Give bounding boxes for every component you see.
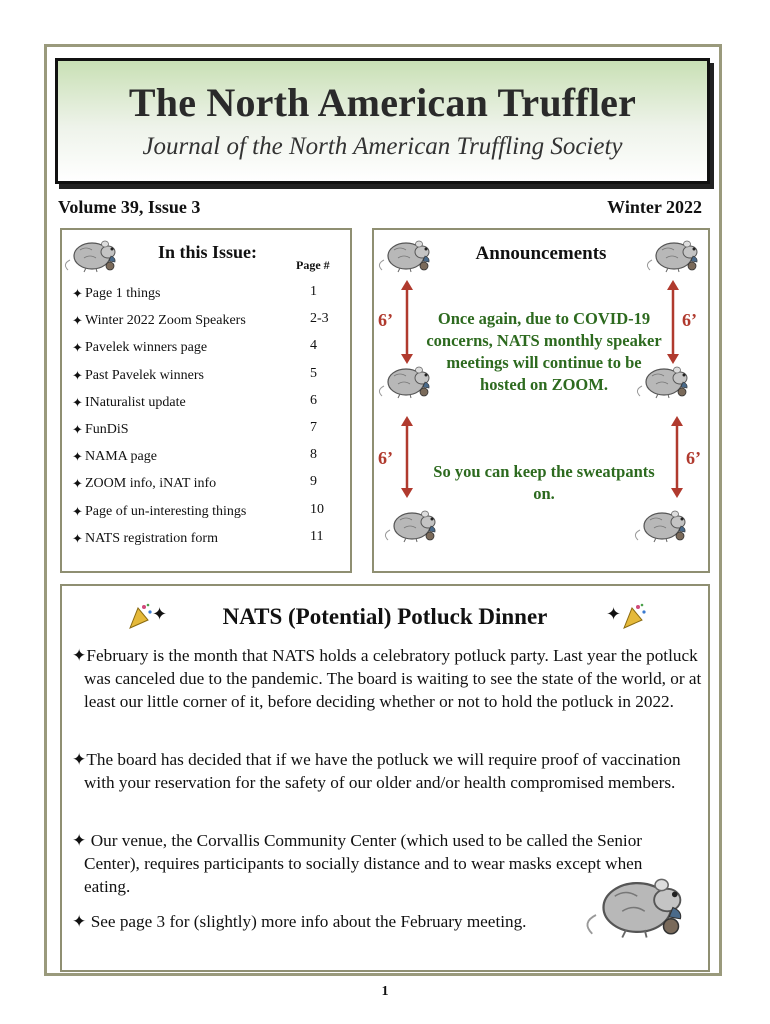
bullet-icon: ✦ (72, 340, 83, 356)
paragraph-text: The board has decided that if we have the potluck we will require proof of vaccination with your reservation for the safety of our older and/or health compromised members. (84, 750, 681, 792)
newsletter-title: The North American Truffler (128, 80, 637, 125)
toc-item-title: Winter 2022 Zoom Speakers (85, 313, 246, 329)
toc-item-page: 11 (310, 528, 324, 544)
toc-item[interactable] (72, 311, 344, 338)
bullet-icon: ✦ (72, 421, 83, 437)
star-icon: ✦ (606, 604, 622, 625)
volume-issue: Volume 39, Issue 3 (58, 197, 201, 217)
bullet-icon: ✦ (72, 476, 83, 492)
distance-label: 6’ (378, 310, 393, 330)
toc-item[interactable] (72, 366, 344, 393)
bullet-icon: ✦ (72, 367, 83, 383)
toc-item-title: Page of un-interesting things (85, 503, 247, 519)
toc-item[interactable] (72, 502, 344, 529)
toc-item-page: 1 (310, 284, 317, 299)
toc-item-title: INaturalist update (85, 394, 186, 410)
double-arrow-icon (670, 416, 684, 498)
bullet-icon: ✦ (72, 503, 83, 519)
toc-item[interactable] (72, 393, 344, 420)
potluck-box (60, 584, 710, 972)
toc-item-page: 2-3 (310, 311, 329, 327)
toc-list (72, 284, 344, 556)
double-arrow-icon (400, 280, 414, 364)
toc-item[interactable] (72, 338, 344, 365)
toc-item[interactable] (72, 284, 344, 311)
rat-illustration (582, 870, 700, 960)
toc-item-title: Page 1 things (85, 286, 161, 301)
toc-item-title: Pavelek winners page (85, 340, 208, 356)
toc-heading: In this Issue: (158, 242, 258, 262)
bullet-icon: ✦ (72, 449, 83, 465)
rat-illustration (634, 506, 694, 554)
star-icon: ✦ (152, 604, 168, 625)
rat-illustration (646, 236, 706, 284)
newsletter-subtitle: Journal of the North American Truffling Society (142, 133, 623, 160)
potluck-paragraph (72, 910, 604, 933)
toc-item-page: 8 (310, 447, 317, 463)
double-arrow-icon (400, 416, 414, 498)
toc-box (60, 228, 352, 573)
toc-item-title: NAMA page (85, 449, 157, 465)
toc-item-page: 5 (310, 365, 317, 381)
potluck-title: NATS (Potential) Potluck Dinner (222, 604, 548, 629)
toc-item-page: 9 (310, 474, 317, 490)
toc-item-title: NATS registration form (85, 530, 218, 546)
announcement-sweatpants-text: So you can keep the sweatpants on. (433, 462, 655, 503)
announcements-heading: Announcements (475, 243, 607, 264)
masthead (55, 58, 710, 184)
rat-illustration (384, 506, 444, 554)
paragraph-text: See page 3 for (slightly) more info about the February meeting. (86, 912, 527, 931)
paragraph-text: February is the month that NATS holds a celebratory potluck party. Last year the potluck was canceled due to the pandemic. The board is waiting to see the state of the world, or at least our little corner of it, before deciding whether or not to hold the potluck in 2022. (84, 646, 702, 711)
toc-page-header: Page # (296, 258, 330, 272)
page-number: 1 (381, 984, 389, 999)
distance-label: 6’ (682, 310, 697, 330)
toc-item[interactable] (72, 529, 344, 556)
rat-illustration (64, 236, 124, 284)
party-popper-icon (622, 602, 648, 630)
potluck-paragraph (72, 644, 709, 713)
bullet-icon: ✦ (72, 286, 83, 301)
paragraph-text: Our venue, the Corvallis Community Center (which used to be called the Senior Center), requires participants to socially distance and to wear masks except when eating. (84, 831, 643, 896)
distance-label: 6’ (378, 448, 393, 468)
distance-label: 6’ (686, 448, 701, 468)
toc-item-page: 10 (310, 501, 324, 517)
toc-item[interactable] (72, 420, 344, 447)
potluck-paragraph (72, 748, 709, 794)
toc-item-title: FunDiS (85, 421, 129, 437)
toc-item[interactable] (72, 474, 344, 501)
rat-illustration (378, 236, 438, 284)
announcement-zoom-text: Once again, due to COVID-19 concerns, NATS monthly speaker meetings will continue to be hosted on ZOOM. (426, 309, 662, 394)
bullet-icon: ✦ (72, 750, 87, 769)
bullet-icon: ✦ (72, 831, 87, 850)
bullet-icon: ✦ (72, 530, 83, 546)
bullet-icon: ✦ (72, 646, 87, 665)
bullet-icon: ✦ (72, 313, 83, 329)
bullet-icon: ✦ (72, 912, 87, 931)
announcements-box (372, 228, 710, 573)
toc-item-page: 7 (310, 419, 317, 435)
toc-item-title: Past Pavelek winners (85, 367, 204, 383)
toc-item-page: 4 (310, 338, 317, 354)
bullet-icon: ✦ (72, 394, 83, 410)
toc-item-title: ZOOM info, iNAT info (85, 476, 217, 492)
issue-season: Winter 2022 (607, 197, 702, 217)
toc-item[interactable] (72, 447, 344, 474)
double-arrow-icon (666, 280, 680, 364)
toc-item-page: 6 (310, 392, 317, 408)
